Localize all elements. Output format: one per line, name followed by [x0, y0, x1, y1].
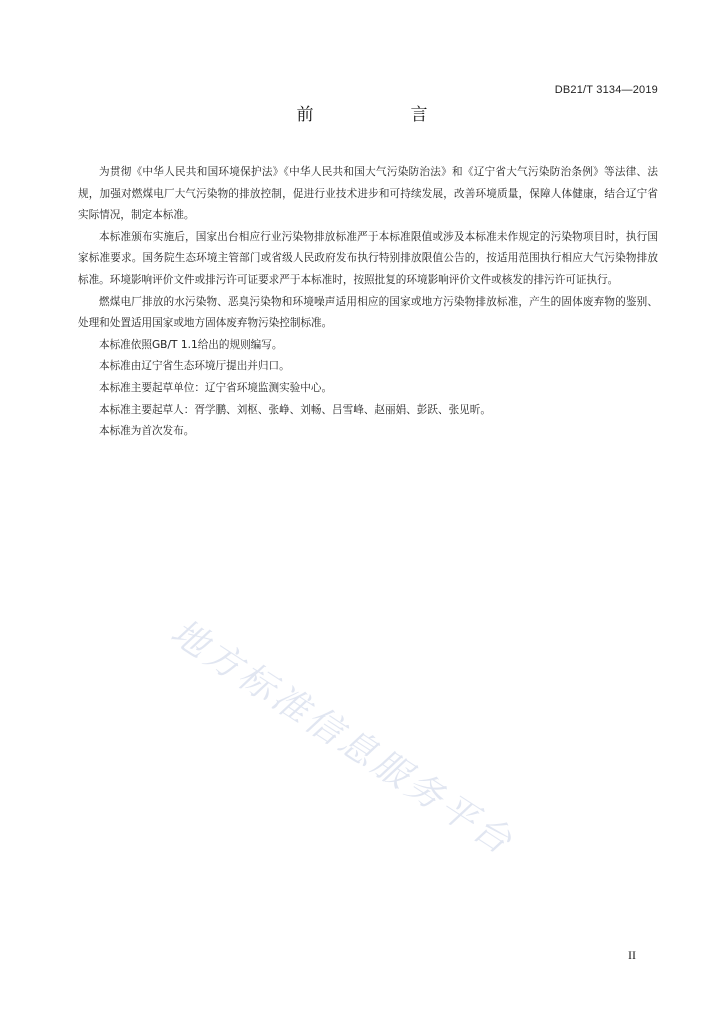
paragraph-implementation: 本标准颁布实施后，国家出台相应行业污染物排放标准严于本标准限值或涉及本标准未作规定的污染物项目时，执行国家标准要求。国务院生态环境主管部门或省级人民政府发布执行特别排放限值公告的，按适用范围执行相应大气污染物排放标准。环境影响评价文件或排污许可证要求严于本标准时，按照批复的环境影响评价文件或核发的排污许可证执行。 [78, 230, 658, 286]
page-number: II [628, 948, 636, 962]
paragraph-purpose: 为贯彻《中华人民共和国环境保护法》《中华人民共和国大气污染防治法》和《辽宁省大气污染防治条例》等法律、法规，加强对燃煤电厂大气污染物的排放控制，促进行业技术进步和可持续发展，改善环境质量，保障人体健康，结合辽宁省实际情况，制定本标准。 [78, 166, 658, 222]
page-title: 前 言 [296, 105, 468, 125]
watermark: 地方标准信息服务平台 [163, 611, 522, 864]
foreword-body [78, 162, 658, 443]
paragraph-proposer: 本标准由辽宁省生态环境厅提出并归口。 [99, 360, 290, 373]
standard-code: DB21/T 3134—2019 [554, 84, 658, 96]
paragraph-other-pollutants: 燃煤电厂排放的水污染物、恶臭污染物和环境噪声适用相应的国家或地方污染物排放标准，产生的固体废弃物的鉴别、处理和处置适用国家或地方固体废弃物污染控制标准。 [78, 295, 658, 330]
paragraph-first-release: 本标准为首次发布。 [99, 425, 195, 438]
paragraph-drafting-rules: 本标准依照GB/T 1.1给出的规则编写。 [99, 338, 283, 351]
paragraph-drafters: 本标准主要起草人：胥学鹏、刘枢、张峥、刘畅、吕雪峰、赵丽娟、彭跃、张见昕。 [99, 403, 491, 416]
paragraph-drafting-unit: 本标准主要起草单位：辽宁省环境监测实验中心。 [99, 381, 333, 394]
